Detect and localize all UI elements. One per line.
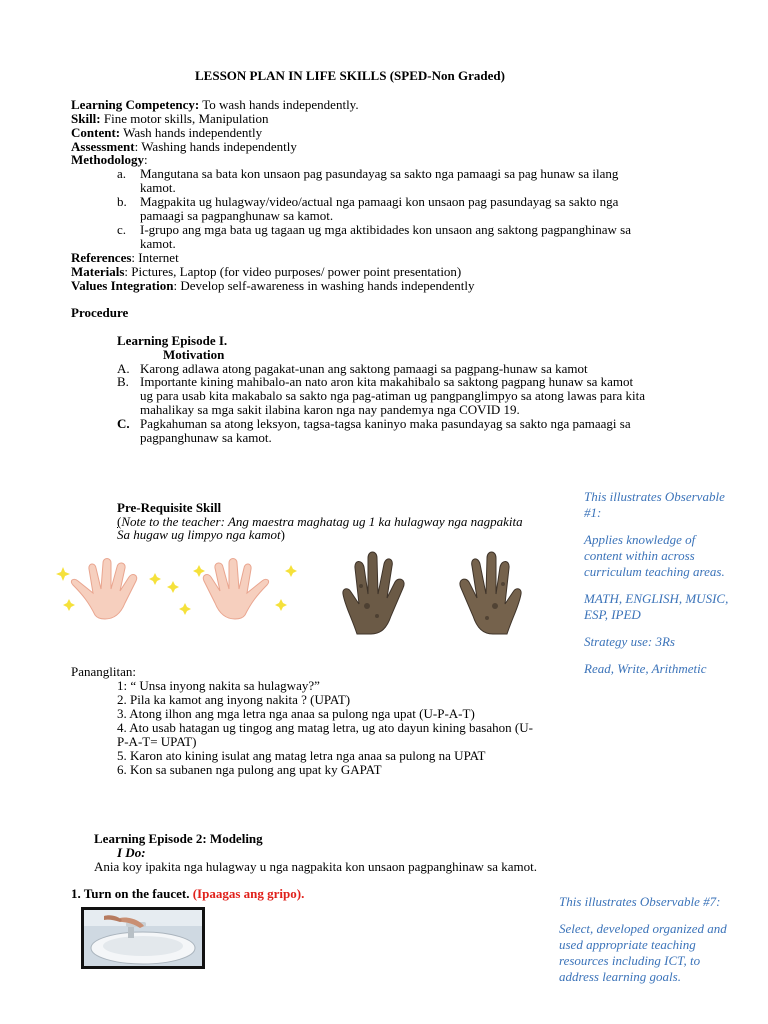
- side-note-observable-7: [559, 894, 734, 985]
- side-note2-line2: Select, developed organized and used appropriate teaching resources including ICT, to address learning goals.: [559, 921, 727, 984]
- step1-local: (Ipaagas ang gripo).: [192, 886, 305, 901]
- skill-value: Fine motor skills, Manipulation: [100, 111, 269, 126]
- methodology-item-a-line2: kamot.: [140, 180, 176, 195]
- competency-value: To wash hands independently.: [199, 97, 359, 112]
- content-label: Content:: [71, 125, 121, 140]
- episode1-marker-c: C.: [117, 416, 130, 431]
- competency-line: [71, 98, 359, 112]
- methodology-label: Methodology: [71, 152, 144, 167]
- step1-label: 1. Turn on the faucet.: [71, 886, 190, 901]
- episode1-item-b-line1: Importante kining mahibalo-an nato aron kita makahibalo sa saktong pagpang hunaw sa kamot: [140, 374, 634, 389]
- references-value: : Internet: [131, 250, 179, 265]
- prereq-note-text2: Sa hugaw ug limpyo nga kamot: [117, 527, 281, 542]
- episode2-title: Learning Episode 2: Modeling: [94, 831, 263, 846]
- references-label: References: [71, 250, 132, 265]
- pananglitan-item: P-A-T= UPAT): [117, 734, 197, 749]
- methodology-marker-b: b.: [117, 194, 127, 209]
- pananglitan-item: 1: “ Unsa inyong nakita sa hulagway?”: [117, 678, 320, 693]
- pananglitan-item: 6. Kon sa subanen nga pulong ang upat ky GAPAT: [117, 762, 382, 777]
- pananglitan-item: 2. Pila ka kamot ang inyong nakita ? (UPAT): [117, 692, 351, 707]
- methodology-marker-c: c.: [117, 222, 127, 237]
- pananglitan-label: Pananglitan:: [71, 664, 136, 679]
- dirty-hand-right-icon: [460, 552, 521, 634]
- clean-hand-right-icon: [203, 559, 268, 620]
- prereq-note-line2: [117, 528, 285, 542]
- prereq-note-open: (: [117, 514, 122, 529]
- dirty-hand-left-icon: [343, 552, 404, 634]
- methodology-item-b-line1: Magpakita ug hulagway/video/actual nga pamaagi kon unsaon pag pasundayag sa sakto nga: [140, 194, 619, 209]
- prereq-title: Pre-Requisite Skill: [117, 500, 222, 515]
- pananglitan-item: 3. Atong ilhon ang mga letra nga anaa sa pulong nga upat (U-P-A-T): [117, 706, 475, 721]
- episode1-item-b-line3: mahalikay sa mga sakit ilabina karon nga nay pandemya nga COVID 19.: [140, 402, 520, 417]
- materials-line: [71, 265, 461, 279]
- methodology-item-c-line1: I-grupo ang mga bata ug tagaan ug mga aktibidades kon unsaon ang saktong pagpanghinaw sa: [140, 222, 631, 237]
- prereq-note-text1: Ang maestra maghatag ug 1 ka hulagway nga nagpakita: [227, 514, 523, 529]
- assessment-value: : Washing hands independently: [134, 139, 297, 154]
- values-value: : Develop self-awareness in washing hands independently: [173, 278, 475, 293]
- clean-hands-image: [55, 555, 310, 623]
- side-note1-line5: Read, Write, Arithmetic: [584, 661, 707, 676]
- episode1-item-a-line1: Karong adlawa atong pagakat-unan ang saktong pamaagi sa pagpang-hunaw sa kamot: [140, 361, 588, 376]
- skill-line: [71, 112, 269, 126]
- step1-line: [71, 887, 304, 901]
- methodology-item-c-line2: kamot.: [140, 236, 176, 251]
- episode1-title: Learning Episode I.: [117, 333, 228, 348]
- assessment-label: Assessment: [71, 139, 135, 154]
- episode1-marker-b: B.: [117, 374, 129, 389]
- episode1-item-b-line2: ug para usab kita makabalo sa sakto nga pag-atiman ug pangpanglimpyo sa atong lawas para kita: [140, 388, 646, 403]
- content-value: Wash hands independently: [120, 125, 263, 140]
- prereq-note-label: Note to the teacher:: [121, 514, 228, 529]
- episode2-desc: Ania koy ipakita nga hulagway u nga nagpakita kon unsaon pagpanghinaw sa kamot.: [94, 859, 537, 874]
- methodology-item-a-line1: Mangutana sa bata kon unsaon pag pasundayag sa sakto nga pamaagi sa pag hunaw sa ilang: [140, 166, 619, 181]
- episode2-ido: I Do:: [117, 845, 146, 860]
- methodology-value: :: [143, 152, 148, 167]
- competency-label: Learning Competency:: [71, 97, 200, 112]
- pananglitan-item: 5. Karon ato kining isulat ang matag letra nga anaa sa pulong na UPAT: [117, 748, 486, 763]
- side-note1-line4: Strategy use: 3Rs: [584, 634, 675, 649]
- side-note1-line3: MATH, ENGLISH, MUSIC, ESP, IPED: [584, 591, 729, 622]
- references-line: [71, 251, 179, 265]
- episode1-item-c-line1: Pagkahuman sa atong leksyon, tagsa-tagsa kaninyo maka pasundayag sa sakto nga pamaagi sa: [140, 416, 631, 431]
- methodology-line: [71, 153, 148, 167]
- values-label: Values Integration: [71, 278, 174, 293]
- pananglitan-item: 4. Ato usab hatagan ug tingog ang matag letra, ug ato dayun kining basahon (U-: [117, 720, 533, 735]
- skill-label: Skill:: [71, 111, 101, 126]
- prereq-note-close: ): [280, 527, 285, 542]
- side-note1-line1: This illustrates Observable #1:: [584, 489, 725, 520]
- methodology-item-b-line2: pamaagi sa pagpanghunaw sa kamot.: [140, 208, 334, 223]
- clean-hand-left-icon: [71, 559, 136, 620]
- materials-value: : Pictures, Laptop (for video purposes/ power point presentation): [124, 264, 462, 279]
- values-line: [71, 279, 475, 293]
- episode1-subtitle: Motivation: [163, 347, 225, 362]
- procedure-heading: Procedure: [71, 305, 129, 320]
- content-line: [71, 126, 262, 140]
- methodology-marker-a: a.: [117, 166, 127, 181]
- faucet-image: [81, 907, 205, 969]
- page-title: LESSON PLAN IN LIFE SKILLS (SPED-Non Graded): [195, 68, 505, 83]
- materials-label: Materials: [71, 264, 125, 279]
- dirty-hands-image: [337, 546, 527, 636]
- episode1-marker-a: A.: [117, 361, 130, 376]
- episode1-item-c-line2: pagpanghunaw sa kamot.: [140, 430, 272, 445]
- side-note-observable-1: [584, 489, 734, 677]
- side-note2-line1: This illustrates Observable #7:: [559, 894, 721, 909]
- side-note1-line2: Applies knowledge of content within across curriculum teaching areas.: [584, 532, 725, 579]
